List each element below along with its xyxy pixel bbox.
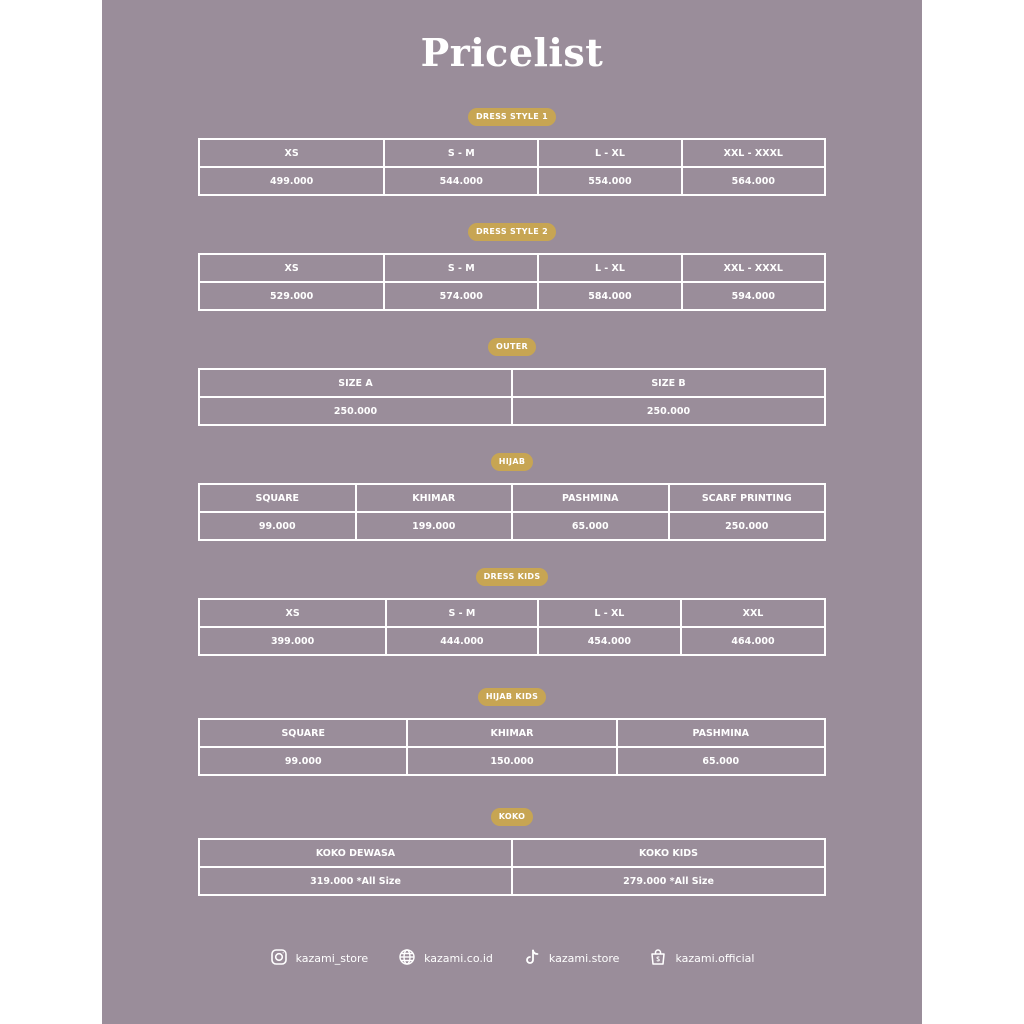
- table-price-cell: 464.000: [681, 627, 825, 655]
- table-header-cell: L - XL: [538, 139, 681, 167]
- table-header-cell: XS: [199, 254, 384, 282]
- table-price-row: [199, 167, 825, 195]
- table-price-cell: 554.000: [538, 167, 681, 195]
- table-price-cell: 150.000: [407, 747, 616, 775]
- table-price-cell: 250.000: [512, 397, 825, 425]
- table-header-row: [199, 839, 825, 867]
- section-label: OUTER: [488, 338, 536, 356]
- table-header-cell: PASHMINA: [512, 484, 669, 512]
- section-label: DRESS STYLE 2: [468, 223, 556, 241]
- table-price-cell: 319.000 *All Size: [199, 867, 512, 895]
- table-header-cell: S - M: [384, 254, 538, 282]
- table-price-cell: 444.000: [386, 627, 537, 655]
- table-header-row: [199, 254, 825, 282]
- table-header-cell: PASHMINA: [617, 719, 825, 747]
- price-table: [198, 483, 826, 541]
- page-title: Pricelist: [420, 30, 604, 75]
- table-header-row: [199, 139, 825, 167]
- section-label: KOKO: [491, 808, 533, 826]
- table-price-row: [199, 282, 825, 310]
- table-price-row: [199, 747, 825, 775]
- instagram-link[interactable]: [270, 948, 369, 969]
- table-price-cell: 529.000: [199, 282, 384, 310]
- footer-social-links: [102, 948, 922, 969]
- table-header-row: [199, 484, 825, 512]
- table-header-cell: XS: [199, 139, 384, 167]
- table-price-cell: 399.000: [199, 627, 386, 655]
- table-price-cell: 99.000: [199, 747, 407, 775]
- table-header-cell: SIZE A: [199, 369, 512, 397]
- tiktok-icon: [523, 948, 541, 969]
- section-hijab-kids: [198, 686, 826, 776]
- section-label: DRESS KIDS: [476, 568, 549, 586]
- section-dress-style-1: [198, 106, 826, 196]
- table-header-cell: XXL - XXXL: [682, 254, 825, 282]
- table-header-cell: L - XL: [538, 599, 681, 627]
- table-price-cell: 574.000: [384, 282, 538, 310]
- table-price-cell: 199.000: [356, 512, 513, 540]
- website-url: kazami.co.id: [424, 952, 493, 965]
- table-header-cell: SIZE B: [512, 369, 825, 397]
- table-price-row: [199, 512, 825, 540]
- section-outer: [198, 336, 826, 426]
- table-header-cell: KHIMAR: [407, 719, 616, 747]
- instagram-icon: [270, 948, 288, 969]
- section-hijab: [198, 451, 826, 541]
- price-table: [198, 838, 826, 896]
- table-header-cell: XXL: [681, 599, 825, 627]
- table-price-cell: 584.000: [538, 282, 681, 310]
- table-header-cell: SQUARE: [199, 484, 356, 512]
- section-label: HIJAB KIDS: [478, 688, 546, 706]
- table-header-cell: S - M: [384, 139, 538, 167]
- website-link[interactable]: [398, 948, 493, 969]
- section-label: HIJAB: [491, 453, 533, 471]
- table-price-cell: 99.000: [199, 512, 356, 540]
- table-header-cell: L - XL: [538, 254, 681, 282]
- table-header-row: [199, 719, 825, 747]
- tiktok-link[interactable]: [523, 948, 620, 969]
- table-header-cell: S - M: [386, 599, 537, 627]
- section-koko: [198, 806, 826, 896]
- table-header-cell: SCARF PRINTING: [669, 484, 826, 512]
- table-header-cell: XXL - XXXL: [682, 139, 825, 167]
- table-header-row: [199, 369, 825, 397]
- table-price-cell: 279.000 *All Size: [512, 867, 825, 895]
- price-table: [198, 598, 826, 656]
- price-table: [198, 368, 826, 426]
- table-header-cell: KOKO KIDS: [512, 839, 825, 867]
- globe-icon: [398, 948, 416, 969]
- section-dress-style-2: [198, 221, 826, 311]
- table-price-row: [199, 867, 825, 895]
- shop-link[interactable]: [649, 948, 754, 969]
- table-price-cell: 544.000: [384, 167, 538, 195]
- section-label: DRESS STYLE 1: [468, 108, 556, 126]
- table-price-cell: 594.000: [682, 282, 825, 310]
- table-price-cell: 250.000: [669, 512, 826, 540]
- shopping-bag-icon: [649, 948, 667, 969]
- table-header-row: [199, 599, 825, 627]
- price-table: [198, 253, 826, 311]
- table-price-cell: 65.000: [512, 512, 669, 540]
- table-price-cell: 499.000: [199, 167, 384, 195]
- table-header-cell: KOKO DEWASA: [199, 839, 512, 867]
- table-price-cell: 65.000: [617, 747, 825, 775]
- table-price-cell: 564.000: [682, 167, 825, 195]
- section-dress-kids: [198, 566, 826, 656]
- table-price-cell: 454.000: [538, 627, 681, 655]
- tiktok-handle: kazami.store: [548, 952, 620, 965]
- table-header-cell: KHIMAR: [356, 484, 513, 512]
- instagram-handle: kazami_store: [295, 952, 369, 965]
- table-header-cell: XS: [199, 599, 386, 627]
- price-table: [198, 718, 826, 776]
- price-table: [198, 138, 826, 196]
- table-price-row: [199, 627, 825, 655]
- shop-handle: kazami.official: [675, 952, 755, 965]
- pricelist-card: [102, 0, 922, 1024]
- table-price-cell: 250.000: [199, 397, 512, 425]
- table-header-cell: SQUARE: [199, 719, 407, 747]
- table-price-row: [199, 397, 825, 425]
